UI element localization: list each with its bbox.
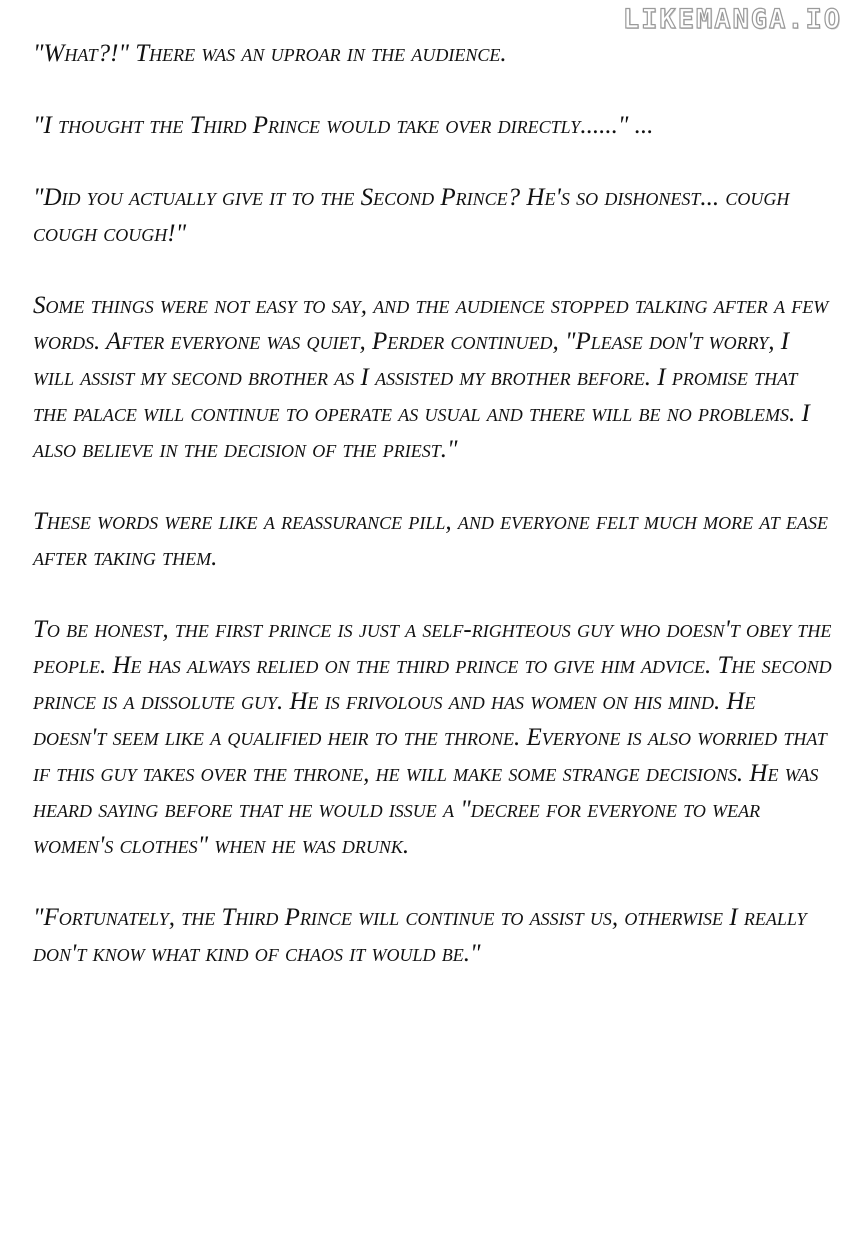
paragraph-3: "Did you actually give it to the Second Prince? He's so dishonest... cough cough cough!" [33, 184, 790, 247]
site-watermark: LIKEMANGA.IO [622, 4, 842, 35]
paragraph-7: "Fortunately, the Third Prince will continue to assist us, otherwise I really don't know what kind of chaos it would be." [33, 904, 807, 967]
paragraph-6: To be honest, the first prince is just a self-righteous guy who doesn't obey the people. He has always relied on the third prince to give him advice. The second prince is a dissolute guy. He is frivolous and has women on his mind. He doesn't seem like a qualified heir to the throne. Everyone is also worried that if this guy takes over the throne, he will make some strange decisions. He was heard saying before that he would issue a "decree for everyone to wear women's clothes" when he was drunk. [33, 616, 832, 859]
paragraph-4: Some things were not easy to say, and the audience stopped talking after a few words. After everyone was quiet, Perder continued, "Please don't worry, I will assist my second brother as I assisted my brother before. I promise that the palace will continue to operate as usual and there will be no problems. I also believe in the decision of the priest." [33, 292, 829, 463]
paragraph-2: "I thought the Third Prince would take over directly......" ... [33, 112, 654, 139]
paragraph-5: These words were like a reassurance pill, and everyone felt much more at ease after taking them. [33, 508, 828, 571]
paragraph-1: "What?!" There was an uproar in the audience. [33, 40, 507, 67]
story-text [33, 36, 833, 1008]
